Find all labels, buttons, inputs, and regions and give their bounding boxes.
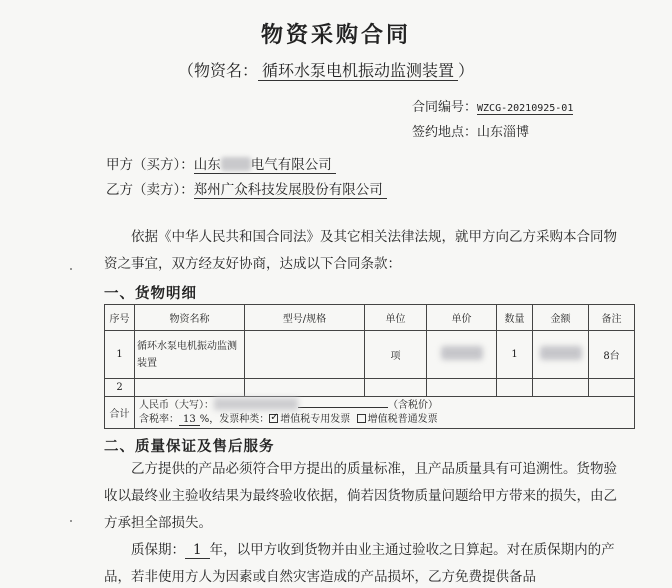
- redacted-block: [221, 157, 251, 171]
- invoice-special-label: 增值税专用发票: [280, 414, 351, 425]
- table-cell: 1: [105, 331, 135, 379]
- table-cell-redacted: [533, 331, 589, 379]
- tax-rate-unit: %，发票种类：: [199, 414, 270, 425]
- party-a-line: [106, 153, 336, 173]
- col-header: 备注: [589, 305, 635, 331]
- party-a-suffix: 电气有限公司: [250, 157, 332, 173]
- party-a-prefix: 山东: [193, 157, 221, 173]
- warranty-paragraph: [104, 537, 624, 588]
- invoice-normal-checkbox[interactable]: [357, 414, 366, 423]
- sign-place: 山东淄博: [477, 125, 530, 140]
- table-cell: 8台: [589, 331, 635, 379]
- warranty-years: 1: [185, 542, 210, 559]
- contract-subtitle: [178, 58, 474, 81]
- redacted-block: [540, 346, 582, 360]
- table-cell: [427, 379, 497, 397]
- table-row: [105, 331, 635, 379]
- table-cell: 循环水泵电机振动监测装置: [135, 331, 245, 379]
- col-header: 序号: [105, 305, 135, 331]
- sign-place-label: 签约地点：: [412, 125, 478, 140]
- intro-paragraph: 依据《中华人民共和国合同法》及其它相关法律法规，就甲方向乙方采购本合同物资之事宜，双方经友好协商，达成以下合同条款：: [104, 229, 617, 272]
- table-cell: [365, 379, 427, 397]
- warranty-label: 质保期：: [131, 542, 185, 558]
- invoice-special-checkbox[interactable]: [269, 414, 278, 423]
- invoice-normal-label: 增值税普通发票: [367, 414, 438, 425]
- contract-title: 物资采购合同: [260, 22, 411, 48]
- sign-place-line: [412, 121, 529, 140]
- table-total-row: [105, 397, 635, 429]
- total-detail: [135, 397, 635, 429]
- redacted-block: [214, 398, 298, 410]
- table-cell: [245, 379, 365, 397]
- col-header: 单位: [365, 305, 427, 331]
- party-b-label: 乙方（卖方）：: [106, 182, 194, 198]
- subtitle-close: ）: [458, 61, 475, 80]
- party-b-name: 郑州广众科技发展股份有限公司: [194, 182, 387, 199]
- table-cell: [589, 379, 635, 397]
- warranty-text: 年，以甲方收到货物并由业主通过验收之日算起。对在质保期内的产品，若非使用方人为因素或自然灾害造成的产品损坏，乙方免费提供备品: [104, 542, 615, 585]
- col-header: 数量: [497, 305, 533, 331]
- col-header: 单价: [427, 305, 497, 331]
- party-b-line: [106, 178, 387, 198]
- contract-number-line: [412, 96, 573, 115]
- subtitle-open: （物资名：: [178, 61, 259, 80]
- contract-number: WZCG-20210925-01: [477, 103, 574, 114]
- section-quality-heading: 二、质量保证及售后服务: [104, 438, 275, 455]
- contract-number-label: 合同编号：: [412, 100, 478, 115]
- table-cell: [497, 379, 533, 397]
- tax-rate-label: 含税率：: [139, 414, 179, 425]
- table-cell: [245, 331, 365, 379]
- table-cell: [135, 379, 245, 397]
- table-header-row: [105, 305, 635, 331]
- table-cell: [533, 379, 589, 397]
- quality-paragraph: 乙方提供的产品必须符合甲方提出的质量标准，且产品质量具有可追溯性。货物验收以最终业主验收结果为最终验收依据，倘若因货物质量问题给甲方带来的损失，由乙方承担全部损失。: [104, 461, 617, 531]
- col-header: 金额: [533, 305, 589, 331]
- tax-included-note: （含税价）: [388, 400, 438, 411]
- redacted-block: [441, 346, 483, 360]
- table-cell-redacted: [427, 331, 497, 379]
- table-cell: 项: [365, 331, 427, 379]
- scan-speck: [70, 268, 72, 270]
- amount-underline: [298, 398, 388, 408]
- col-header: 物资名称: [135, 305, 245, 331]
- party-a-name: [194, 157, 336, 174]
- col-header: 型号/规格: [245, 305, 365, 331]
- section-goods-heading: 一、货物明细: [104, 285, 197, 302]
- total-amount-line: [139, 398, 632, 413]
- rmb-label: 人民币（大写）：: [139, 400, 214, 411]
- table-cell: 2: [105, 379, 135, 397]
- party-a-label: 甲方（买方）：: [106, 157, 194, 173]
- table-row: [105, 379, 635, 397]
- material-name: 循环水泵电机振动监测装置: [258, 61, 458, 81]
- goods-table: [104, 304, 635, 429]
- tax-rate-value: 13: [179, 414, 200, 426]
- table-cell: 1: [497, 331, 533, 379]
- tax-line: [139, 413, 632, 427]
- total-label: 合计: [105, 397, 135, 429]
- scan-speck: [70, 520, 72, 522]
